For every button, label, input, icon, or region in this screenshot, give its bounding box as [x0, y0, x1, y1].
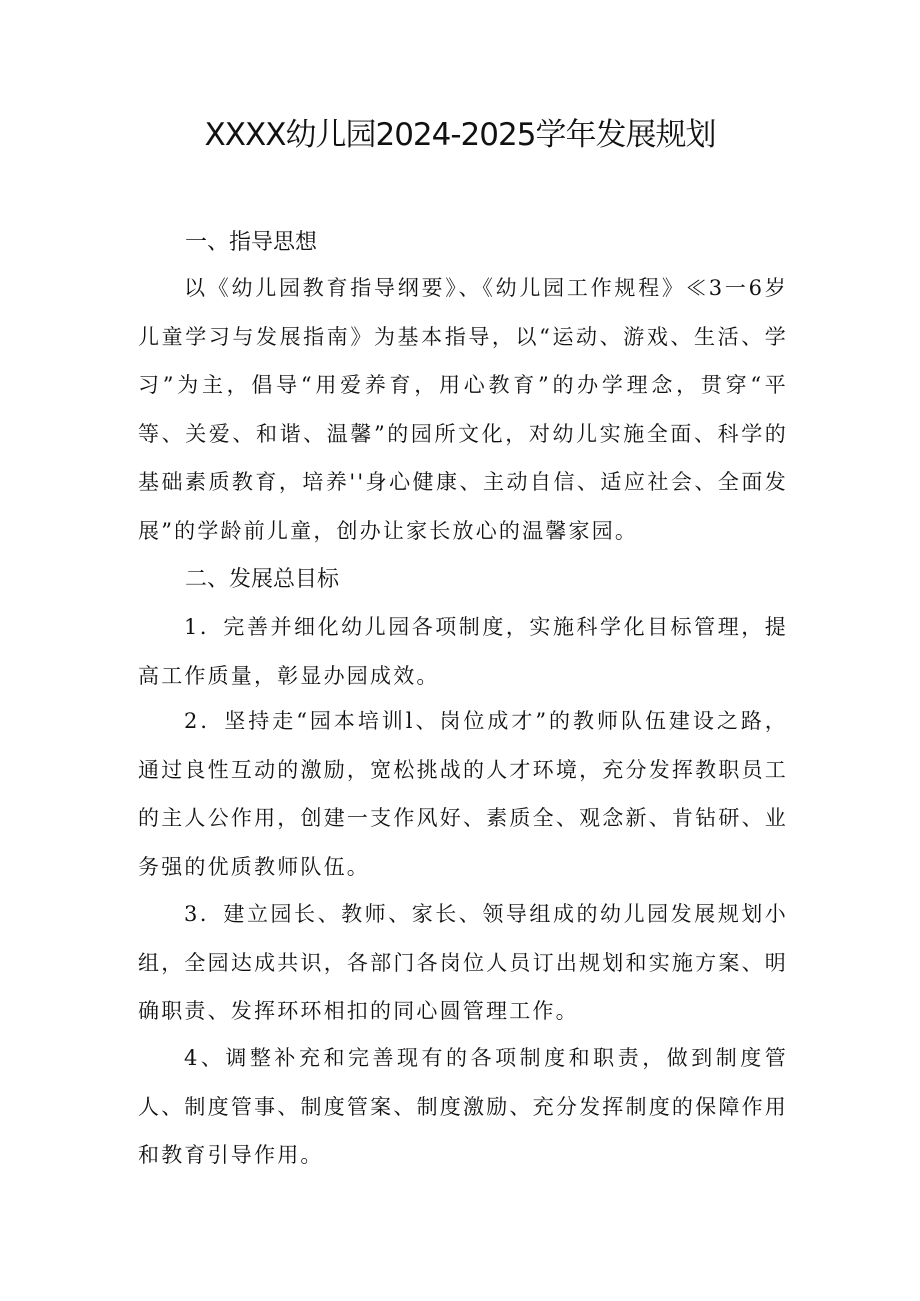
paragraph-guiding-ideology: 以《幼儿园教育指导纲要》、《幼儿园工作规程》≪3一6岁儿童学习与发展指南》为基本指导，以“运动、游戏、生活、学习”为主，倡导“用爱养育，用心教育”的办学理念，贯穿“平等、关爱、和谐、温馨”的园所文化，对幼儿实施全面、科学的基础素质教育，培养''身心健康、主动自信、适应社会、全面发展”的学龄前儿童，创办让家长放心的温馨家园。: [138, 276, 788, 543]
document-title: XXXX幼儿园2024-2025学年发展规划: [204, 117, 716, 153]
section-heading-overall-goals: 二、发展总目标: [185, 567, 340, 592]
section-heading-guiding-ideology: 一、指导思想: [185, 230, 318, 255]
paragraph-goal-3: 3．建立园长、教师、家长、领导组成的幼儿园发展规划小组，全园达成共识，各部门各岗位人员订出规划和实施方案、明确职责、发挥环环相扣的同心圆管理工作。: [138, 902, 788, 1023]
paragraph-goal-4: 4、调整补充和完善现有的各项制度和职责，做到制度管人、制度管事、制度管案、制度激励、充分发挥制度的保障作用和教育引导作用。: [138, 1046, 788, 1167]
paragraph-goal-2: 2．坚持走“园本培训l、岗位成才”的教师队伍建设之路，通过良性互动的激励，宽松挑战的人才环境，充分发挥教职员工的主人公作用，创建一支作风好、素质全、观念新、肯钻研、业务强的优质教师队伍。: [138, 709, 788, 879]
paragraph-goal-1: 1．完善并细化幼儿园各项制度，实施科学化目标管理，提高工作质量，彰显办园成效。: [138, 615, 788, 688]
